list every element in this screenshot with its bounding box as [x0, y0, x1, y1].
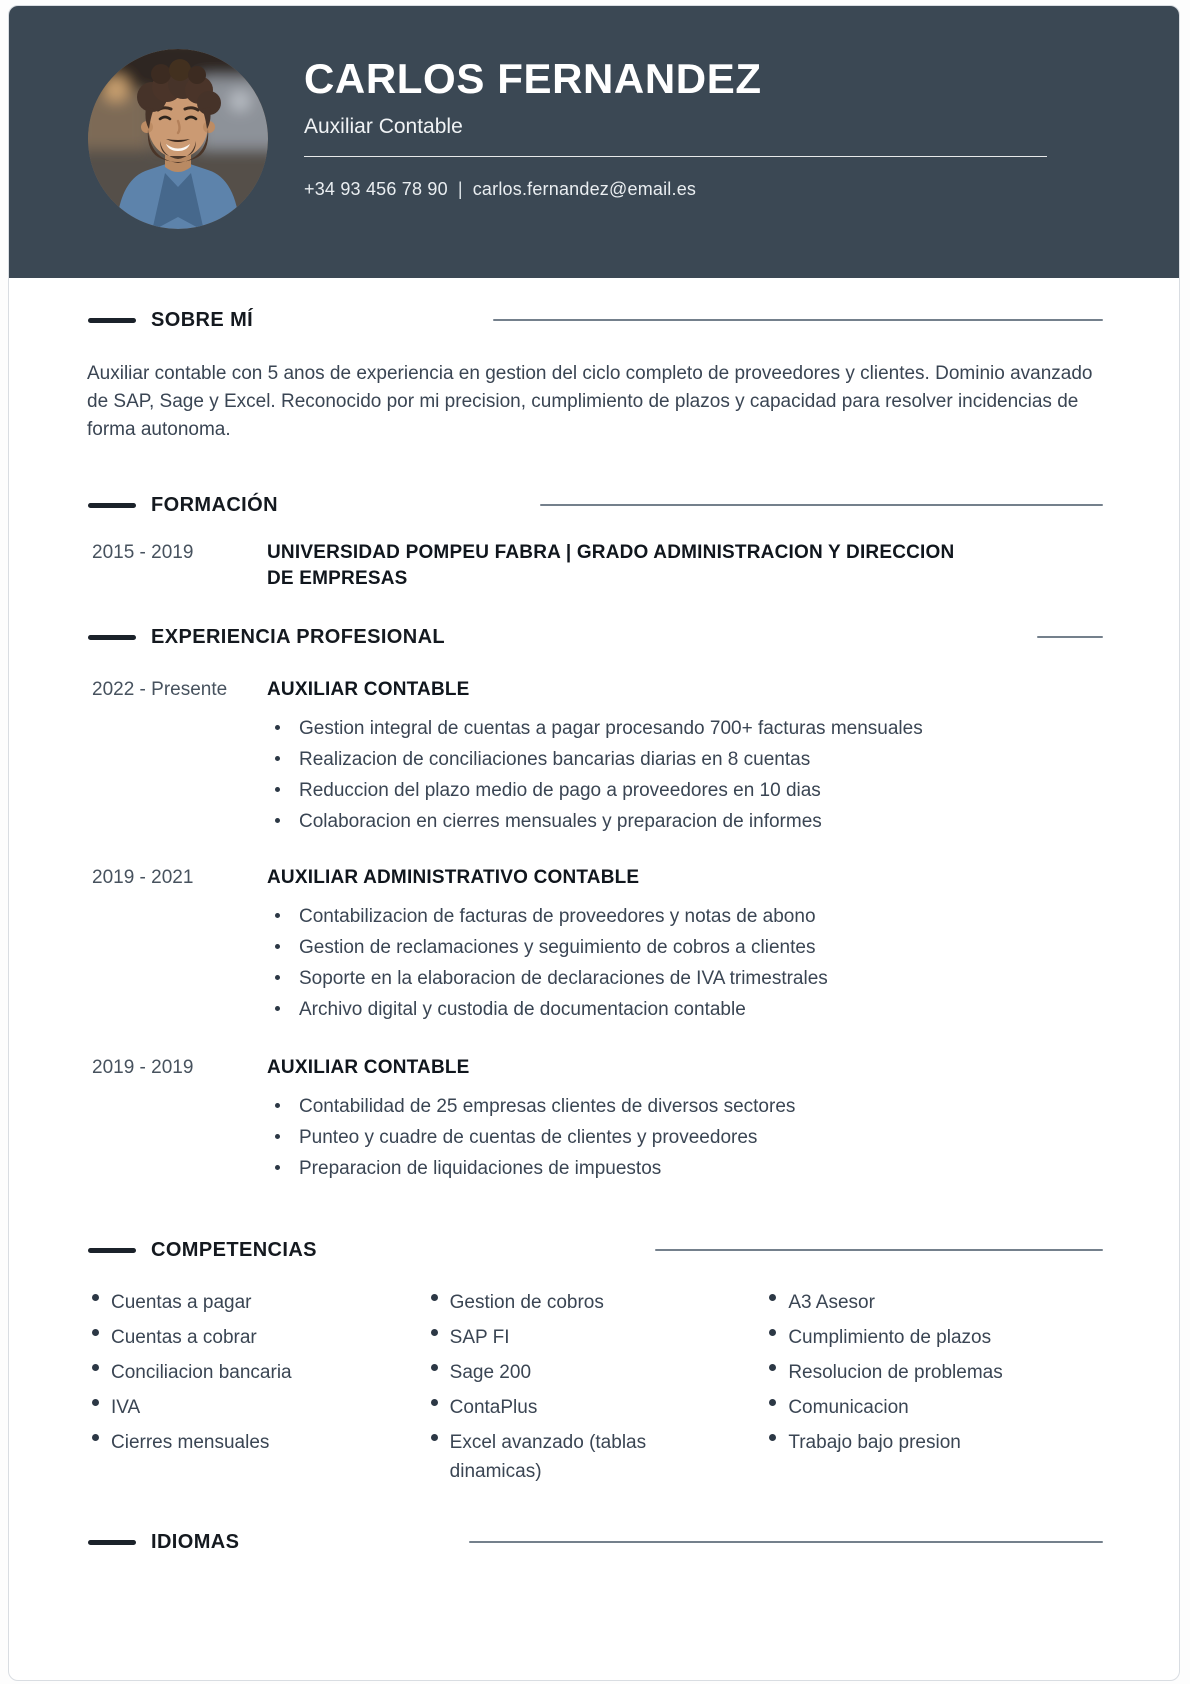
entry-role: AUXILIAR ADMINISTRATIVO CONTABLE — [267, 867, 640, 888]
skills-column — [764, 1288, 1103, 1492]
bullet-icon — [769, 1294, 776, 1301]
bullet-icon — [275, 913, 280, 918]
entry-detail — [267, 865, 1103, 1025]
bullet-icon — [275, 944, 280, 949]
skill-label: Cuentas a pagar — [111, 1292, 252, 1313]
skill-item — [764, 1393, 1103, 1422]
bullet-text: Realizacion de conciliaciones bancarias diarias en 8 cuentas — [299, 749, 811, 770]
bullet-icon — [92, 1329, 99, 1336]
bullet-icon — [275, 725, 280, 730]
section-heading-experience — [87, 625, 1103, 649]
bullet-icon — [769, 1434, 776, 1441]
skill-item — [426, 1358, 765, 1387]
bullet-icon — [92, 1294, 99, 1301]
bullet-text: Soporte en la elaboracion de declaraciones de IVA trimestrales — [299, 968, 828, 989]
bullet-icon — [769, 1329, 776, 1336]
section-heading-skills — [87, 1238, 1103, 1262]
entry-detail — [267, 677, 1103, 837]
heading-rule — [1037, 636, 1103, 638]
skill-item — [87, 1393, 426, 1422]
phone-number: +34 93 456 78 90 — [304, 179, 448, 199]
entry-period: 2019 - 2021 — [92, 867, 194, 888]
header-divider — [304, 156, 1047, 157]
profile-photo — [88, 49, 268, 229]
experience-heading: EXPERIENCIA PROFESIONAL — [151, 626, 446, 648]
skills-column — [426, 1288, 765, 1492]
header-text-block — [304, 56, 1047, 200]
skill-label: A3 Asesor — [788, 1292, 875, 1313]
bullet-icon — [431, 1364, 438, 1371]
skill-label: Excel avanzado (tablas dinamicas) — [449, 1432, 647, 1482]
skill-label: Sage 200 — [449, 1362, 532, 1383]
contact-line — [304, 178, 1047, 200]
bullet-icon — [431, 1329, 438, 1336]
entry-period: 2019 - 2019 — [92, 1057, 194, 1078]
entry-role: AUXILIAR CONTABLE — [267, 679, 470, 700]
skill-item — [764, 1323, 1103, 1352]
section-heading-education — [87, 493, 1103, 517]
skills-heading: COMPETENCIAS — [151, 1239, 317, 1261]
bullet-text: Gestion de reclamaciones y seguimiento de cobros a clientes — [299, 937, 816, 958]
resume-page — [8, 5, 1180, 1681]
bullet-icon — [92, 1364, 99, 1371]
skill-item — [764, 1358, 1103, 1387]
heading-dash-icon — [88, 318, 136, 323]
bullet-text: Gestion integral de cuentas a pagar procesando 700+ facturas mensuales — [299, 718, 923, 739]
entry-period: 2022 - Presente — [92, 679, 228, 700]
bullet-text: Reduccion del plazo medio de pago a proveedores en 10 dias — [299, 780, 821, 801]
heading-rule — [655, 1249, 1103, 1251]
entry-period: 2015 - 2019 — [92, 542, 194, 563]
skill-label: Gestion de cobros — [449, 1292, 604, 1313]
heading-rule — [540, 504, 1103, 506]
skill-label: Resolucion de problemas — [788, 1362, 1003, 1383]
bullet-text: Archivo digital y custodia de documentacion contable — [299, 999, 746, 1020]
about-paragraph: Auxiliar contable con 5 anos de experiencia en gestion del ciclo completo de proveedores y clientes. Dominio avanzado de SAP, Sage y Excel. Reconocido por mi precision, cumplimiento de plazos y capacidad para resolver incidencias de forma autonoma. — [87, 363, 1093, 440]
skills-grid — [87, 1288, 1103, 1492]
section-heading-about — [87, 308, 1103, 332]
bullet-icon — [275, 787, 280, 792]
bullet-icon — [92, 1434, 99, 1441]
entry-bullets — [267, 1091, 1103, 1184]
heading-dash-icon — [88, 635, 136, 640]
skill-label: Cumplimiento de plazos — [788, 1327, 992, 1348]
bullet-item — [267, 901, 1103, 932]
skill-item — [87, 1323, 426, 1352]
bullet-icon — [92, 1399, 99, 1406]
candidate-name: CARLOS FERNANDEZ — [304, 55, 762, 102]
skill-item — [426, 1323, 765, 1352]
skill-label: Trabajo bajo presion — [788, 1432, 961, 1453]
bullet-icon — [275, 1165, 280, 1170]
experience-list — [87, 677, 1103, 1184]
bullet-icon — [275, 756, 280, 761]
bullet-text: Punteo y cuadre de cuentas de clientes y proveedores — [299, 1127, 758, 1148]
degree-title: UNIVERSIDAD POMPEU FABRA | GRADO ADMINISTRACION Y DIRECCION DE EMPRESAS — [267, 542, 955, 589]
education-entry — [87, 540, 1103, 592]
bullet-text: Contabilidad de 25 empresas clientes de diversos sectores — [299, 1096, 796, 1117]
bullet-item — [267, 1091, 1103, 1122]
bullet-text: Contabilizacion de facturas de proveedores y notas de abono — [299, 906, 816, 927]
experience-entry — [87, 865, 1103, 1025]
bullet-item — [267, 744, 1103, 775]
skill-item — [764, 1288, 1103, 1317]
skill-item — [426, 1393, 765, 1422]
bullet-icon — [275, 1134, 280, 1139]
education-heading: FORMACIÓN — [151, 494, 278, 516]
skill-item — [764, 1428, 1103, 1457]
skill-item — [87, 1428, 426, 1457]
about-heading: SOBRE MÍ — [151, 309, 254, 331]
skill-label: Cuentas a cobrar — [111, 1327, 257, 1348]
bullet-text: Colaboracion en cierres mensuales y preparacion de informes — [299, 811, 822, 832]
bullet-text: Preparacion de liquidaciones de impuestos — [299, 1158, 662, 1179]
bullet-item — [267, 963, 1103, 994]
resume-body — [9, 308, 1179, 1554]
heading-dash-icon — [88, 1540, 136, 1545]
portrait-illustration — [88, 49, 268, 229]
email-address: carlos.fernandez@email.es — [472, 179, 697, 199]
heading-dash-icon — [88, 503, 136, 508]
skill-label: IVA — [111, 1397, 141, 1418]
skill-label: ContaPlus — [449, 1397, 538, 1418]
contact-separator: | — [457, 179, 463, 199]
skill-item — [87, 1288, 426, 1317]
skill-label: Cierres mensuales — [111, 1432, 270, 1453]
bullet-icon — [769, 1364, 776, 1371]
job-title: Auxiliar Contable — [304, 115, 463, 138]
skill-item — [426, 1428, 765, 1486]
entry-bullets — [267, 713, 1103, 837]
bullet-icon — [431, 1434, 438, 1441]
heading-rule — [493, 319, 1103, 321]
bullet-icon — [769, 1399, 776, 1406]
experience-entry — [87, 1055, 1103, 1184]
skill-label: Conciliacion bancaria — [111, 1362, 292, 1383]
bullet-item — [267, 932, 1103, 963]
bullet-item — [267, 713, 1103, 744]
bullet-item — [267, 1153, 1103, 1184]
bullet-item — [267, 1122, 1103, 1153]
entry-bullets — [267, 901, 1103, 1025]
header — [9, 6, 1179, 278]
experience-entry — [87, 677, 1103, 837]
entry-detail — [267, 1055, 1103, 1184]
section-heading-languages — [87, 1530, 1103, 1554]
bullet-icon — [431, 1399, 438, 1406]
skill-item — [426, 1288, 765, 1317]
entry-role: AUXILIAR CONTABLE — [267, 1057, 470, 1078]
skill-item — [87, 1358, 426, 1387]
bullet-icon — [275, 1103, 280, 1108]
bullet-item — [267, 806, 1103, 837]
bullet-item — [267, 775, 1103, 806]
skills-column — [87, 1288, 426, 1492]
heading-dash-icon — [88, 1248, 136, 1253]
bullet-icon — [275, 975, 280, 980]
skill-label: Comunicacion — [788, 1397, 909, 1418]
heading-rule — [469, 1541, 1103, 1543]
skill-label: SAP FI — [449, 1327, 510, 1348]
bullet-icon — [275, 1006, 280, 1011]
bullet-icon — [275, 818, 280, 823]
languages-heading: IDIOMAS — [151, 1531, 240, 1553]
bullet-icon — [431, 1294, 438, 1301]
bullet-item — [267, 994, 1103, 1025]
